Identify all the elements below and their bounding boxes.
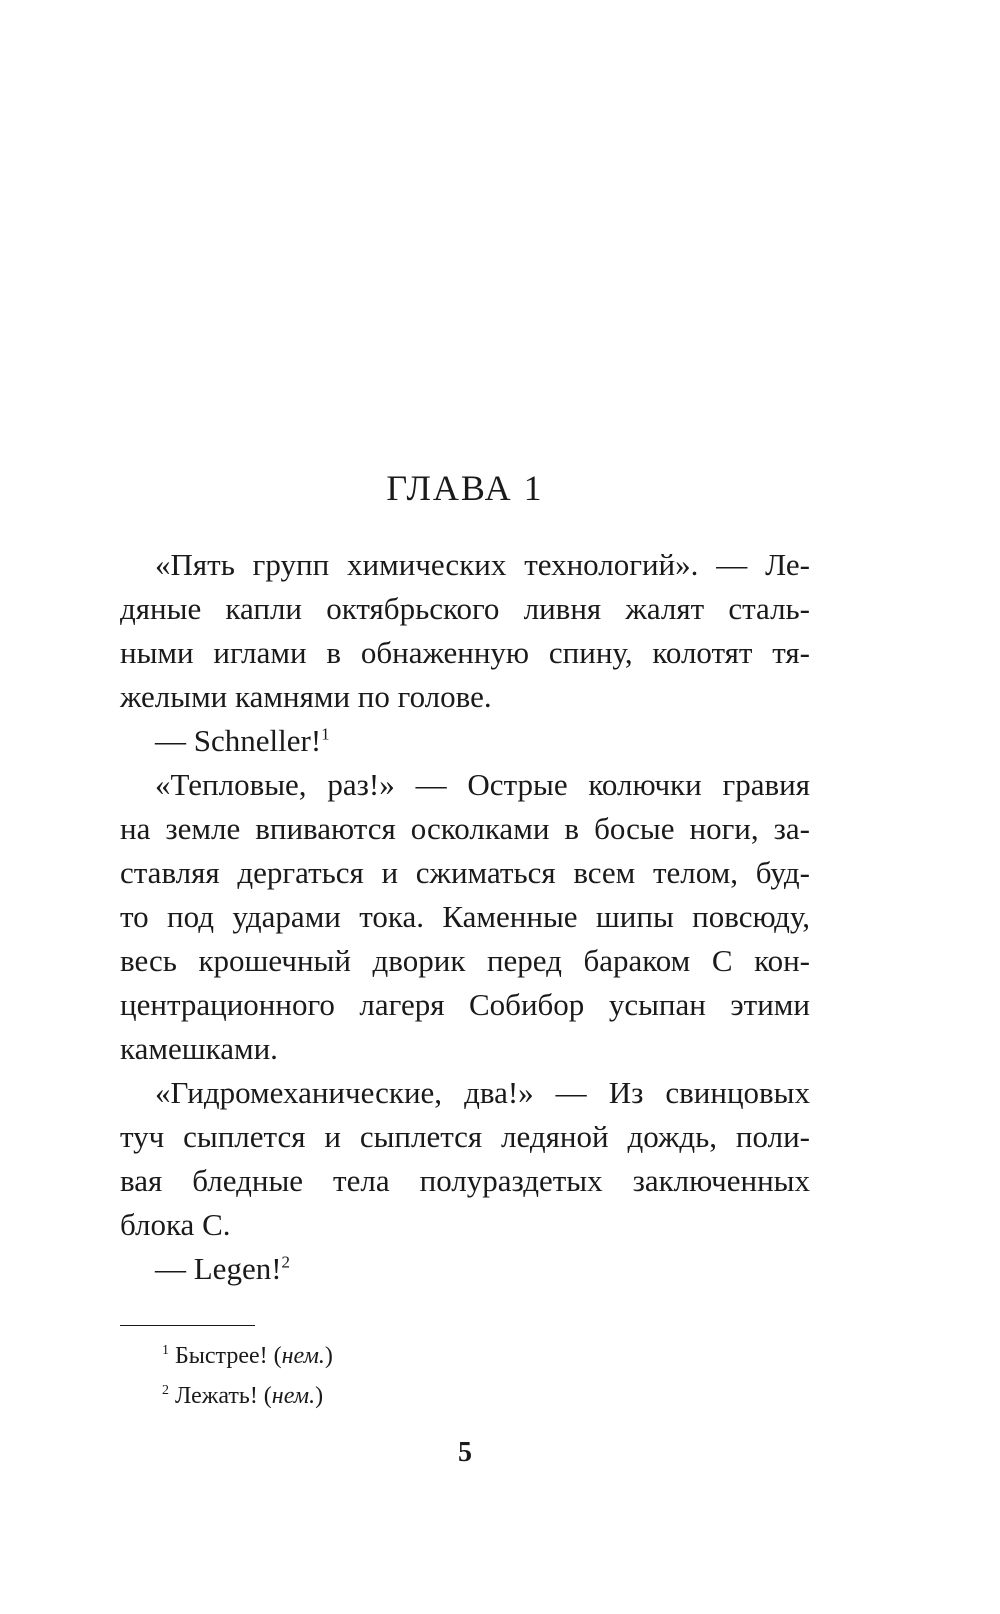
text-line: блока С.: [120, 1207, 231, 1242]
page-number: 5: [458, 1437, 472, 1468]
footnote-item: [162, 1376, 333, 1416]
footnote-mark: 1: [162, 1343, 169, 1358]
text-line: камешками.: [120, 1031, 278, 1066]
body-text: [120, 543, 810, 1291]
footnote-item: [162, 1336, 333, 1376]
dialogue-line: [120, 719, 810, 763]
text-line: то под ударами тока. Каменные шипы повсюду,: [120, 899, 810, 934]
text-line: «Пять групп химических технологий». — Ле-: [155, 547, 810, 582]
dialogue-text: — Legen!: [155, 1251, 282, 1286]
text-line: «Тепловые, раз!» — Острые колючки гравия: [155, 767, 810, 802]
text-line: ными иглами в обнаженную спину, колотят тя-: [120, 635, 810, 670]
footnote-close: ): [324, 1343, 333, 1369]
text-line: весь крошечный дворик перед бараком С кон-: [120, 943, 810, 978]
footnote-text: Быстрее! (: [175, 1343, 282, 1369]
footnote-close: ): [315, 1383, 324, 1409]
footnote-text: Лежать! (: [175, 1383, 272, 1409]
text-line: вая бледные тела полураздетых заключенных: [120, 1163, 810, 1198]
chapter-title: ГЛАВА 1: [386, 468, 544, 508]
footnote-ref[interactable]: 2: [281, 1252, 291, 1272]
text-line: на земле впиваются осколками в босые ноги, за-: [120, 811, 810, 846]
text-line: центрационного лагеря Собибор усыпан этими: [120, 987, 810, 1022]
footnote-lang: нем.: [271, 1383, 316, 1409]
footnote-lang: нем.: [281, 1343, 325, 1369]
text-line: туч сыплется и сыплется ледяной дождь, поли-: [120, 1119, 810, 1154]
footnote-ref[interactable]: 1: [321, 724, 330, 744]
dialogue-line: [120, 1247, 810, 1291]
text-line: желыми камнями по голове.: [120, 679, 492, 714]
footnotes: [162, 1336, 333, 1416]
footnote-mark: 2: [162, 1383, 169, 1398]
footnote-divider: [120, 1325, 255, 1326]
text-line: ставляя дергаться и сжиматься всем телом, буд-: [120, 855, 810, 890]
text-line: «Гидромеханические, два!» — Из свинцовых: [155, 1075, 810, 1110]
dialogue-text: — Schneller!: [155, 723, 322, 758]
text-line: дяные капли октябрьского ливня жалят сталь-: [120, 591, 810, 626]
